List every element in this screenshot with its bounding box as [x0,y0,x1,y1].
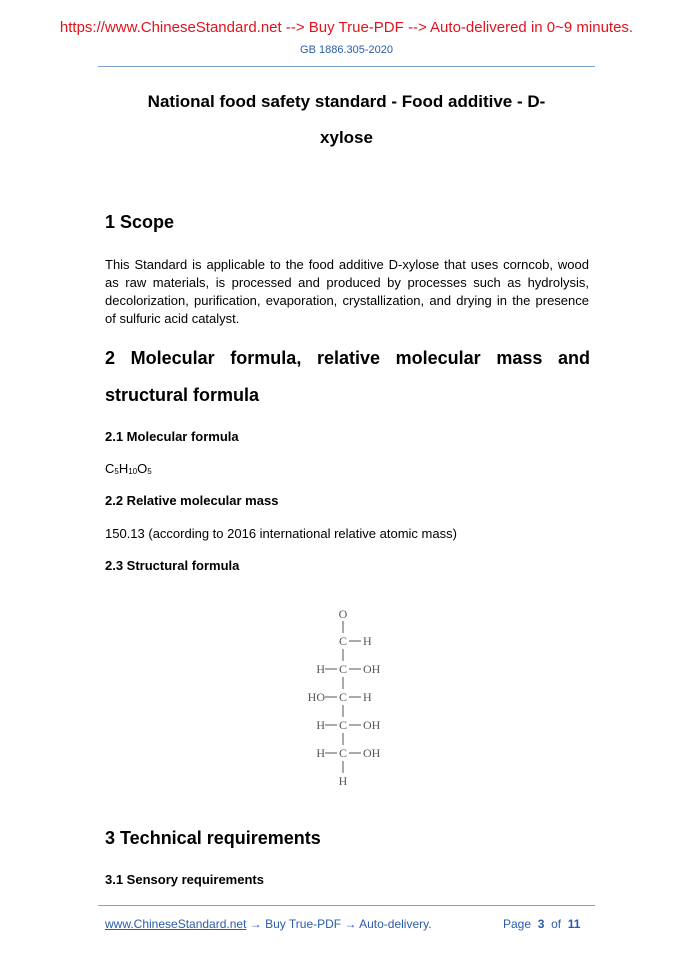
formula-hydrogen: H [118,461,129,476]
left-group: H [316,746,325,760]
carbon-atom: C [338,662,348,676]
molecular-heading-line-2: structural formula [105,385,260,405]
carbon-row [316,662,380,676]
formula-hydrogen-count: 10 [128,467,138,476]
scope-heading: 1 Scope [105,212,175,232]
left-group: HO [307,690,325,704]
carbon-row [339,634,372,648]
footer-tagline: → Buy True-PDF → Auto-delivery. [246,917,432,931]
bottom-hydrogen: H [338,774,348,788]
header-divider [98,66,595,67]
left-group: H [316,718,325,732]
footer-divider [98,905,595,906]
page-number: 3 [537,917,545,931]
of-label: of [551,917,562,931]
top-oxygen: O [338,607,348,621]
right-group: OH [363,718,381,732]
left-group: H [316,662,325,676]
right-group: OH [363,746,381,760]
site-link[interactable]: www.ChineseStandard.net [105,917,247,931]
formula-carbon-count: 5 [114,467,119,476]
mass-heading: 2.2 Relative molecular mass [105,493,279,508]
structural-heading: 2.3 Structural formula [105,558,240,573]
carbon-row [308,690,372,704]
carbon-atom: C [338,746,348,760]
formula-oxygen: O [137,461,148,476]
carbon-atom: C [338,718,348,732]
page-total: 11 [567,917,581,931]
page-indicator [503,917,580,931]
molecular-formula [105,461,152,476]
sensory-heading: 3.1 Sensory requirements [105,872,264,887]
document-title [105,84,588,156]
mass-value: 150.13 (according to 2016 international relative atomic mass) [105,526,457,541]
right-group: OH [363,662,381,676]
footer-links [105,917,432,931]
carbon-row [316,746,380,760]
technical-heading: 3 Technical requirements [105,828,321,848]
formula-carbon: C [105,461,115,476]
carbon-row [316,718,380,732]
standard-number: GB 1886.305-2020 [300,44,393,56]
formula-oxygen-count: 5 [147,467,152,476]
formula-heading: 2.1 Molecular formula [105,429,239,444]
carbon-atom: C [338,690,348,704]
right-group: H [363,690,372,704]
right-group: H [363,634,372,648]
carbon-atom: C [338,634,348,648]
scope-body: This Standard is applicable to the food additive D-xylose that uses corncob, wood as raw materials, is processed and produced by processes such as hydrolysis, decolorization, purification, evaporation, crystallization, and drying in the presence of sulfuric acid catalyst. [105,257,589,326]
molecular-heading-line-1: 2 Molecular formula, relative molecular mass and [105,348,590,368]
title-line-1: National food safety standard - Food additive - D- [147,92,546,111]
structural-formula [285,600,415,800]
source-banner[interactable]: https://www.ChineseStandard.net --> Buy True-PDF --> Auto-delivered in 0~9 minutes. [59,19,634,36]
title-line-2: xylose [320,128,373,147]
page-label: Page [503,917,532,931]
